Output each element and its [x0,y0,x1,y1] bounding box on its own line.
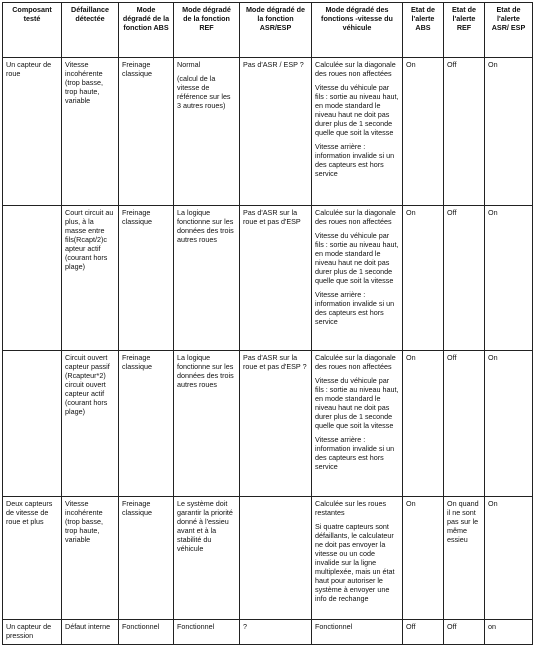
cell-composant [3,206,62,351]
cell-text: Calculée sur la diagonale des roues non affectées [315,60,396,78]
cell-text: Vitesse arrière : information invalide si un des capteurs est hors service [315,290,395,326]
cell-text: (calcul de la vitesse de référence sur les 3 autres roues) [177,74,231,110]
table-row [3,620,533,645]
cell-defaillance: Court circuit au plus, à la masse entre fils(Rcapt/2)c apteur actif (courant hors plage) [62,206,119,351]
cell-text: Le système doit garantir la priorité donné à l'essieu avant et à la stabilité du véhicule [177,499,233,553]
cell-asr: Pas d'ASR sur la roue et pas d'ESP [240,206,312,351]
cell-defaillance: Circuit ouvert capteur passif (Rcapteur*2) circuit ouvert capteur actif (courant hors plage) [62,351,119,497]
cell-abs: Freinage classique [119,497,174,620]
cell-alerte-asr: on [485,620,533,645]
cell-asr: Pas d'ASR / ESP ? [240,58,312,206]
cell-text: Calculée sur la diagonale des roues non affectées [315,353,396,371]
cell-alerte-abs: On [403,58,444,206]
cell-defaillance: Défaut interne [62,620,119,645]
cell-ref [174,58,240,206]
cell-defaillance: Vitesse incohérente (trop basse, trop haute, variable [62,497,119,620]
header-defaillance: Défaillance détectée [62,3,119,58]
cell-alerte-ref: Off [444,58,485,206]
cell-text: Normal [177,60,201,69]
cell-alerte-asr: On [485,497,533,620]
cell-text: Calculée sur la diagonale des roues non affectées [315,208,396,226]
degraded-modes-table [2,2,533,645]
cell-composant: Un capteur de pression [3,620,62,645]
cell-abs: Freinage classique [119,58,174,206]
cell-text: Vitesse arrière : information invalide si un des capteurs est hors service [315,142,395,178]
cell-alerte-asr: On [485,206,533,351]
cell-text: La logique fonctionne sur les données des trois autres roues [177,208,234,244]
cell-alerte-ref: Off [444,206,485,351]
cell-composant: Deux capteurs de vitesse de roue et plus [3,497,62,620]
cell-alerte-abs: On [403,206,444,351]
table-row [3,58,533,206]
cell-text: Vitesse du véhicule par fils : sortie au niveau haut, en mode standard le niveau haut ne doit pas durer plus de 1 seconde quelle que soit la vitesse [315,231,399,285]
cell-alerte-asr: On [485,351,533,497]
cell-asr: Pas d'ASR sur la roue et pas d'ESP ? [240,351,312,497]
header-row [3,3,533,58]
cell-vitesse [312,58,403,206]
cell-text: Si quatre capteurs sont défaillants, le calculateur ne doit pas envoyer la vitesse ou un code invalide sur la ligne multiplexée, mais un état haut pour autoriser le système à envoyer une info de rechange [315,522,395,603]
cell-alerte-ref: Off [444,620,485,645]
cell-text: Vitesse du véhicule par fils : sortie au niveau haut, en mode standard le niveau haut ne doit pas durer plus de 1 seconde quelle que soit la vitesse [315,376,399,430]
cell-vitesse [312,497,403,620]
cell-abs: Freinage classique [119,206,174,351]
cell-text: Fonctionnel [177,622,215,631]
cell-alerte-asr: On [485,58,533,206]
cell-text: Calculée sur les roues restantes [315,499,387,517]
cell-text: La logique fonctionne sur les données des trois autres roues [177,353,234,389]
cell-ref [174,497,240,620]
header-ref: Mode dégradé de la fonction REF [174,3,240,58]
cell-ref [174,620,240,645]
cell-asr: ? [240,620,312,645]
header-asr: Mode dégradé de la fonction ASR/ESP [240,3,312,58]
cell-vitesse [312,620,403,645]
cell-text: Fonctionnel [315,622,353,631]
cell-abs: Fonctionnel [119,620,174,645]
cell-text: Vitesse arrière : information invalide si un des capteurs est hors service [315,435,395,471]
cell-composant: Un capteur de roue [3,58,62,206]
cell-abs: Freinage classique [119,351,174,497]
cell-defaillance: Vitesse incohérente (trop basse, trop haute, variable [62,58,119,206]
cell-composant [3,351,62,497]
header-abs: Mode dégradé de la fonction ABS [119,3,174,58]
cell-ref [174,206,240,351]
table-row [3,497,533,620]
cell-vitesse [312,351,403,497]
header-vitesse: Mode dégradé des fonctions -vitesse du véhicule [312,3,403,58]
header-alerte-ref: Etat de l'alerte REF [444,3,485,58]
cell-ref [174,351,240,497]
cell-text: Vitesse du véhicule par fils : sortie au niveau haut, en mode standard le niveau haut ne doit pas durer plus de 1 seconde quelle que soit la vitesse [315,83,399,137]
cell-alerte-ref: Off [444,351,485,497]
cell-alerte-abs: On [403,351,444,497]
header-alerte-asr: Etat de l'alerte ASR/ ESP [485,3,533,58]
cell-alerte-ref: On quand il ne sont pas sur le même essieu [444,497,485,620]
cell-asr [240,497,312,620]
cell-vitesse [312,206,403,351]
header-alerte-abs: Etat de l'alerte ABS [403,3,444,58]
table-row [3,351,533,497]
header-composant: Composant testé [3,3,62,58]
table-row [3,206,533,351]
cell-alerte-abs: Off [403,620,444,645]
cell-alerte-abs: On [403,497,444,620]
